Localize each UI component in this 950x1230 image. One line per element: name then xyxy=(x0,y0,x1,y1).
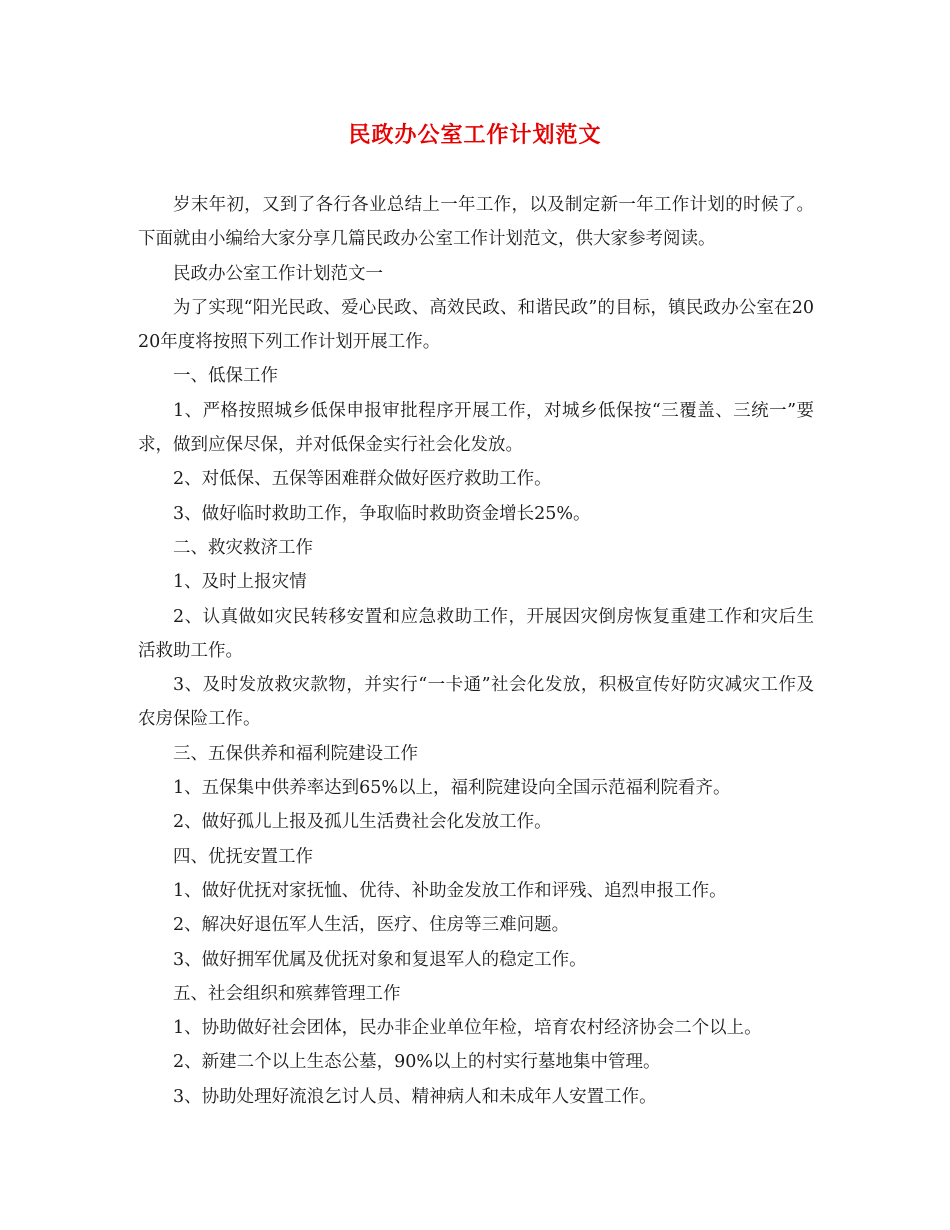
section-heading: 五、社会组织和殡葬管理工作 xyxy=(173,983,401,1004)
document-title: 民政办公室工作计划范文 xyxy=(348,122,602,148)
list-item: 1、严格按照城乡低保申报审批程序开展工作，对城乡低保按“三覆盖、三统一”要求，做到应保尽保，并对低保金实行社会化发放。 xyxy=(138,400,814,456)
section-heading: 四、优抚安置工作 xyxy=(173,846,313,867)
list-item: 2、对低保、五保等困难群众做好医疗救助工作。 xyxy=(173,469,552,490)
section-heading: 民政办公室工作计划范文一 xyxy=(173,263,383,284)
list-item: 1、及时上报灾情 xyxy=(173,572,307,593)
document-body xyxy=(138,188,814,1114)
list-item: 1、五保集中供养率达到65%以上，福利院建设向全国示范福利院看齐。 xyxy=(173,778,731,799)
list-item: 2、做好孤儿上报及孤儿生活费社会化发放工作。 xyxy=(173,812,552,833)
section-heading: 二、救灾救济工作 xyxy=(173,537,313,558)
list-item: 3、做好拥军优属及优抚对象和复退军人的稳定工作。 xyxy=(173,949,587,970)
list-item: 2、解决好退伍军人生活，医疗、住房等三难问题。 xyxy=(173,915,570,936)
paragraph: 为了实现“阳光民政、爱心民政、高效民政、和谐民政”的目标，镇民政办公室在2020年度将按照下列工作计划开展工作。 xyxy=(138,297,814,353)
list-item: 1、协助做好社会团体，民办非企业单位年检，培育农村经济协会二个以上。 xyxy=(173,1018,762,1039)
section-heading: 三、五保供养和福利院建设工作 xyxy=(173,743,418,764)
list-item: 1、做好优抚对家抚恤、优待、补助金发放工作和评残、追烈申报工作。 xyxy=(173,880,727,901)
paragraph: 岁末年初，又到了各行各业总结上一年工作，以及制定新一年工作计划的时候了。下面就由小编给大家分享几篇民政办公室工作计划范文，供大家参考阅读。 xyxy=(138,195,814,250)
section-heading: 一、低保工作 xyxy=(173,366,278,387)
list-item: 2、认真做如灾民转移安置和应急救助工作，开展因灾倒房恢复重建工作和灾后生活救助工作。 xyxy=(138,606,814,661)
list-item: 3、及时发放救灾款物，并实行“一卡通”社会化发放，积极宣传好防灾减灾工作及农房保险工作。 xyxy=(138,675,814,730)
list-item: 2、新建二个以上生态公墓，90%以上的村实行墓地集中管理。 xyxy=(173,1052,661,1073)
list-item: 3、做好临时救助工作，争取临时救助资金增长25%。 xyxy=(173,503,591,524)
list-item: 3、协助处理好流浪乞讨人员、精神病人和未成年人安置工作。 xyxy=(173,1086,657,1107)
